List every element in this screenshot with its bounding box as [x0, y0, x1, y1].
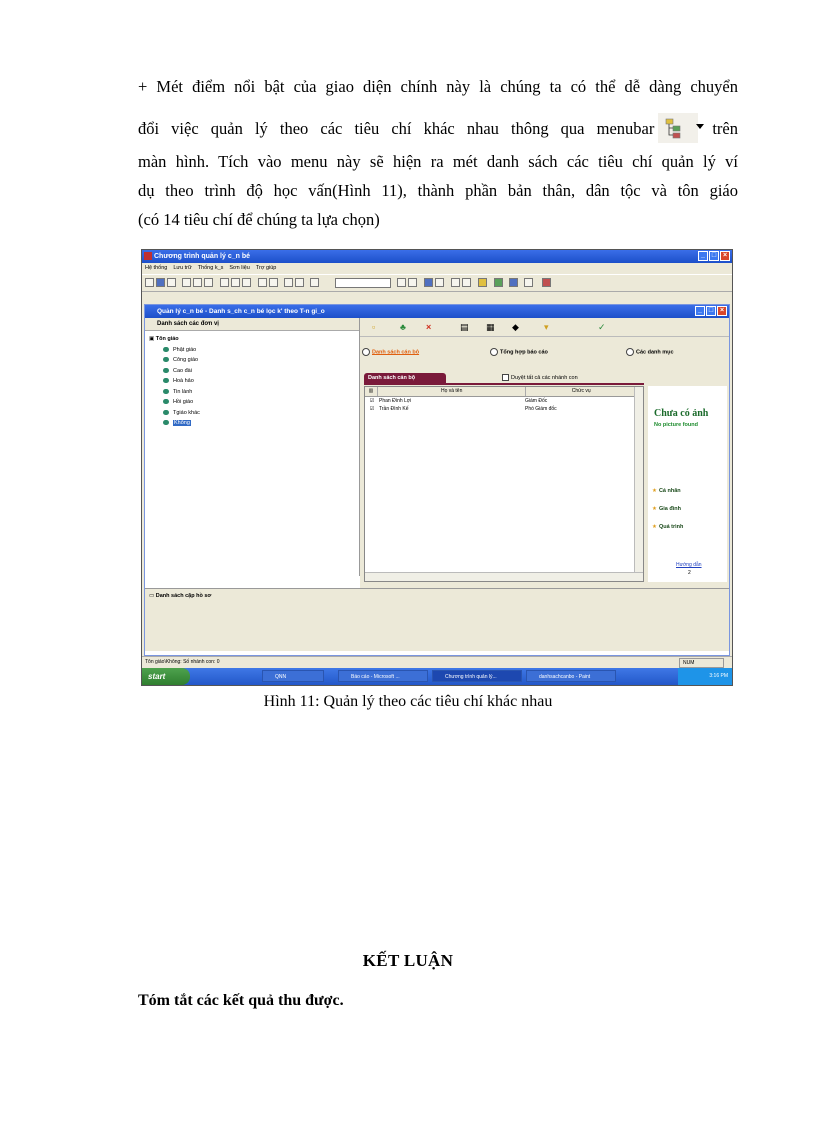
tree-item[interactable]: [149, 376, 200, 387]
link-history[interactable]: [652, 524, 683, 530]
table-row[interactable]: [365, 397, 637, 405]
check-icon[interactable]: ✓: [598, 322, 606, 332]
toolbar-combo[interactable]: [335, 278, 391, 288]
unit-list-header: Danh sách các đơn vị: [145, 318, 359, 331]
col-name[interactable]: Họ và tên: [378, 387, 526, 396]
radio-label: Danh sách cán bộ: [372, 349, 420, 356]
paragraph-rest: [138, 147, 738, 234]
paragraph-line-3: màn hình. Tích vào menu này sẽ hiện ra mét danh sách các tiêu chí quản lý ví: [138, 152, 738, 171]
taskbar-item[interactable]: danhsachcanbo - Paint: [526, 670, 616, 682]
child-window-controls: [695, 306, 727, 316]
record-first-icon[interactable]: [451, 278, 460, 287]
print-icon[interactable]: [182, 278, 191, 287]
tab-underline: [364, 383, 644, 385]
criteria-menu-icon[interactable]: ▾: [544, 322, 549, 332]
radio-icon: [626, 348, 634, 356]
grid-horizontal-scrollbar[interactable]: [365, 572, 643, 581]
start-button[interactable]: start: [142, 668, 190, 685]
open-icon[interactable]: [156, 278, 165, 287]
table-row[interactable]: [365, 405, 637, 413]
paragraph-line-4: dụ theo trình độ học vấn(Hình 11), thành phần bản thân, dân tộc và tôn giáo: [138, 181, 738, 200]
link-label: Cá nhân: [658, 488, 681, 494]
tree-item[interactable]: [149, 355, 200, 366]
paragraph-line-2-row: [138, 113, 738, 143]
window-controls: [698, 251, 730, 261]
record-last-icon[interactable]: [462, 278, 471, 287]
node-icon: [163, 378, 169, 383]
close-button[interactable]: ×: [720, 251, 730, 261]
tree-item[interactable]: [149, 387, 200, 398]
node-icon: [163, 347, 169, 352]
file-list-header: ▭ Danh sách cặp hồ sơ: [149, 593, 212, 599]
sort-asc-icon[interactable]: [284, 278, 293, 287]
find-icon[interactable]: [397, 278, 406, 287]
cell-name: Phan Đình Lợi: [379, 398, 412, 404]
chevron-down-icon: [696, 124, 704, 129]
taskbar-item-active[interactable]: Chương trình quản lý...: [432, 670, 522, 682]
radio-label: Các danh mục: [636, 349, 674, 356]
cell-position: Giám Đốc: [525, 398, 548, 404]
staff-grid: [364, 386, 644, 582]
tab-staff-list[interactable]: Danh sách cán bộ: [364, 373, 446, 383]
child-title: Quản lý c_n bé - Danh s_ch c_n bé lọc k' theo T-n gi_o: [157, 308, 325, 315]
hierarchy-icon: [658, 113, 698, 143]
staff-toolbar: [360, 318, 729, 337]
link-label: Quá trình: [658, 524, 684, 530]
photo-panel: [648, 386, 727, 582]
figure-caption: Hình 11: Quản lý theo các tiêu chí khác nhau: [263, 693, 553, 710]
taskbar: [142, 668, 732, 685]
find-next-icon[interactable]: [408, 278, 417, 287]
menu-statistics[interactable]: Thống k_s: [197, 265, 224, 271]
radio-icon: [362, 348, 370, 356]
printer-icon[interactable]: ▦: [486, 322, 495, 332]
undo-icon[interactable]: [258, 278, 267, 287]
unit-tree-pane: [145, 318, 360, 576]
tree-item-label: Cao đài: [173, 367, 192, 374]
menu-storage[interactable]: Lưu trữ: [173, 265, 192, 271]
app-title: Chương trình quản lý c_n bé: [154, 253, 250, 260]
num-lock-indicator: NUM: [679, 658, 724, 668]
node-icon: [163, 389, 169, 394]
grid-header: [365, 387, 637, 397]
section-heading: KẾT LUẬN: [362, 951, 454, 970]
main-toolbar: [142, 274, 732, 292]
grid-vertical-scrollbar[interactable]: [634, 387, 643, 573]
tree-item-label: Phật giáo: [173, 346, 197, 353]
menubar: [142, 263, 733, 273]
node-icon: [163, 399, 169, 404]
binoculars-icon[interactable]: [424, 278, 433, 287]
binoculars-icon[interactable]: ◆: [512, 322, 519, 332]
tree-item-selected[interactable]: [149, 418, 200, 429]
paste-icon[interactable]: [242, 278, 251, 287]
help-link[interactable]: Hướng dẫn: [676, 562, 702, 568]
new-icon[interactable]: [145, 278, 154, 287]
radio-catalog[interactable]: [626, 348, 674, 356]
cut-icon[interactable]: [220, 278, 229, 287]
preview-icon[interactable]: [193, 278, 202, 287]
app-titlebar: [142, 250, 732, 263]
subheading: Tóm tắt các kết quả thu được.: [138, 992, 344, 1009]
staff-pane: [360, 318, 729, 588]
tree-item-label: Tin lành: [173, 388, 193, 395]
taskbar-item[interactable]: QNN: [262, 670, 324, 682]
maximize-button[interactable]: □: [709, 251, 719, 261]
report-icon[interactable]: [509, 278, 518, 287]
add-icon[interactable]: ▫: [372, 322, 376, 332]
cell-position: Phó Giám đốc: [525, 406, 557, 412]
sort-desc-icon[interactable]: [295, 278, 304, 287]
paragraph-line-2: đổi việc quản lý theo các tiêu chí khác nhau thông qua menubar: [138, 118, 655, 138]
redo-icon[interactable]: [269, 278, 278, 287]
row-check-icon: ☑: [369, 398, 375, 404]
figure-screenshot: [141, 249, 733, 686]
tree-item-label: Hồi giáo: [173, 399, 194, 405]
copy-icon[interactable]: [231, 278, 240, 287]
tree-menu-icon: [658, 113, 708, 143]
group-icon[interactable]: ♣: [400, 322, 406, 332]
document-icon[interactable]: ▤: [460, 322, 469, 332]
tree-item[interactable]: [149, 397, 200, 408]
filter-icon[interactable]: [310, 278, 319, 287]
child-maximize-button[interactable]: □: [706, 306, 716, 316]
clock: 3:16 PM: [709, 673, 728, 679]
radio-report[interactable]: [490, 348, 548, 356]
tools-icon[interactable]: [524, 278, 533, 287]
star-icon: ★: [652, 524, 657, 530]
child-titlebar: [145, 305, 729, 318]
tree-item[interactable]: [149, 345, 200, 356]
tree-item-label: Tgiáo khác: [173, 409, 200, 416]
radio-label: Tổng hợp báo cáo: [500, 349, 548, 356]
radio-staff-list[interactable]: [362, 348, 419, 356]
child-close-button[interactable]: ×: [717, 306, 727, 316]
node-icon: [163, 368, 169, 373]
exit-icon[interactable]: [542, 278, 551, 287]
tree-item-label: Không: [174, 420, 190, 426]
col-position[interactable]: Chức vụ: [526, 387, 637, 396]
page-number: 2: [688, 570, 691, 576]
link-personal[interactable]: [652, 488, 681, 494]
row-check-icon: ☑: [369, 406, 375, 412]
zoom-icon[interactable]: [435, 278, 444, 287]
tree-item[interactable]: [149, 366, 200, 377]
tree-icon[interactable]: [494, 278, 503, 287]
node-icon: [163, 420, 169, 425]
star-icon: ★: [652, 488, 657, 494]
node-icon: [163, 410, 169, 415]
spell-icon[interactable]: [204, 278, 213, 287]
app-icon: [144, 252, 152, 260]
child-minimize-button[interactable]: _: [695, 306, 705, 316]
tree-item-label: Công giáo: [173, 357, 199, 363]
taskbar-item[interactable]: Báo cáo - Microsoft ...: [338, 670, 428, 682]
no-photo-text: Chưa có ảnh: [654, 408, 709, 419]
paragraph-line-5: (có 14 tiêu chí để chúng ta lựa chọn): [138, 210, 380, 229]
delete-icon[interactable]: ×: [426, 322, 432, 332]
browse-all-checkbox[interactable]: [502, 374, 578, 381]
node-icon: [163, 357, 169, 362]
menu-help[interactable]: Trợ giúp: [255, 265, 277, 271]
star-icon: ★: [652, 506, 657, 512]
status-text: Tôn giáo\Không: Số nhánh con: 0: [145, 659, 220, 665]
religion-tree: [149, 334, 200, 429]
tree-item[interactable]: [149, 408, 200, 419]
file-list-label: Danh sách cặp hồ sơ: [155, 593, 212, 599]
cell-name: Trần Đình Kế: [379, 406, 409, 412]
grid-select-col: ▥: [365, 387, 378, 396]
help-icon[interactable]: [478, 278, 487, 287]
minimize-button[interactable]: _: [698, 251, 708, 261]
menu-system[interactable]: Hệ thống: [145, 265, 168, 271]
tree-root-label: Tôn giáo: [155, 336, 179, 342]
no-photo-subtext: No picture found: [654, 422, 698, 428]
link-family[interactable]: [652, 506, 681, 512]
menu-data[interactable]: Sơn liệu: [229, 265, 250, 271]
system-tray: [678, 668, 732, 685]
paragraph-line-1: + Mét điểm nổi bật của giao diện chính này là chúng ta có thể dễ dàng chuyển: [138, 77, 738, 96]
tree-root[interactable]: ▣ Tôn giáo: [149, 336, 179, 342]
checkbox-label: Duyệt tất cả các nhánh con: [511, 374, 578, 381]
status-bar: [142, 656, 732, 668]
child-window: [144, 304, 730, 656]
tree-item-label: Hoà hảo: [173, 378, 194, 384]
intro-paragraph: [138, 72, 738, 101]
radio-icon: [490, 348, 498, 356]
file-list-pane: [145, 588, 729, 651]
checkbox-icon: [502, 374, 509, 381]
paragraph-line-2-end: trên: [712, 118, 738, 138]
link-label: Gia đình: [658, 506, 681, 512]
save-icon[interactable]: [167, 278, 176, 287]
